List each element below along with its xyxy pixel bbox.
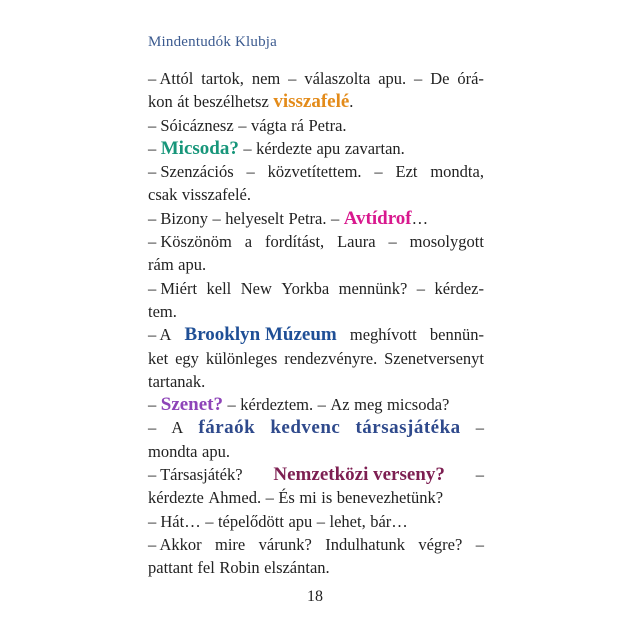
word: – <box>265 488 274 508</box>
word: apu <box>316 138 341 158</box>
word: benevezhetünk? <box>336 488 444 508</box>
word: apu. <box>202 441 230 461</box>
word: rá <box>291 115 304 135</box>
word: – <box>475 534 484 554</box>
word: – <box>288 69 297 88</box>
word: mire <box>215 534 246 554</box>
word: kon <box>148 92 173 112</box>
running-header: Mindentudók Klubja <box>148 34 278 50</box>
word: – Sóicáznesz <box>148 115 234 135</box>
word: – <box>246 162 255 182</box>
word: – Akkor <box>148 534 202 554</box>
word: – <box>205 511 214 531</box>
text-line <box>148 556 484 579</box>
word: Szenetversenyt <box>384 348 484 368</box>
word: – <box>148 395 157 415</box>
highlighted-phrase: kedvenc <box>270 417 341 439</box>
highlighted-phrase: Avtídrof <box>343 207 412 229</box>
word: – Társasjáték? <box>148 465 243 485</box>
word: Petra. <box>308 115 347 135</box>
word: kérdeztem. <box>240 395 314 415</box>
text-line <box>148 370 484 393</box>
word: apu. <box>378 69 407 88</box>
word: tartok, <box>201 69 244 88</box>
word: – <box>316 511 326 531</box>
word: meg <box>354 395 383 415</box>
page-number: 18 <box>307 588 323 605</box>
word: kell <box>206 278 232 298</box>
word: bennün- <box>429 325 484 345</box>
highlighted-phrase: Szenet? <box>160 394 224 416</box>
word: – <box>475 465 484 485</box>
word: tem. <box>148 301 177 321</box>
word: rám <box>148 255 174 275</box>
word: egy <box>175 348 199 368</box>
word: De <box>430 69 450 88</box>
word: kérdezte <box>148 488 204 508</box>
word: mi <box>299 488 317 508</box>
word: Ahmed. <box>208 488 262 508</box>
word: kérdez- <box>434 278 484 298</box>
word: meghívott <box>349 325 417 345</box>
word: – <box>330 208 340 228</box>
text-line <box>148 207 484 230</box>
word: elszántan. <box>264 558 330 578</box>
word: kérdezte <box>256 138 312 158</box>
word: különleges <box>205 348 278 368</box>
text-line <box>148 533 484 556</box>
text-line <box>148 486 484 509</box>
word: – <box>243 138 252 158</box>
word: válaszolta <box>304 69 371 88</box>
word: végre? <box>418 534 463 554</box>
word: New <box>240 278 272 298</box>
word: vágta <box>250 115 287 135</box>
word: – <box>475 418 484 438</box>
word: – <box>238 115 247 135</box>
text-line <box>148 300 484 323</box>
text-line <box>148 323 484 346</box>
highlighted-phrase: társasjátéka <box>355 417 461 439</box>
word: mondta, <box>430 162 484 182</box>
text-line <box>148 440 484 463</box>
word: A <box>171 418 184 438</box>
word: . <box>349 92 354 112</box>
word: – <box>148 138 157 158</box>
text-line <box>148 183 484 206</box>
text-line <box>148 160 484 183</box>
word: a <box>244 232 253 252</box>
word: nem <box>251 69 281 88</box>
word: mosolygott <box>409 232 484 252</box>
text-line <box>148 347 484 370</box>
word: tépelődött <box>217 511 284 531</box>
text-line <box>148 137 484 160</box>
word: – <box>414 69 423 88</box>
word: fel <box>197 558 215 578</box>
word: És <box>278 488 295 508</box>
word: apu. <box>178 255 207 275</box>
word: pattant <box>148 558 193 578</box>
word: helyeselt <box>225 208 284 228</box>
word: – Miért <box>148 278 198 298</box>
word: zavartan. <box>344 138 405 158</box>
word: át <box>177 92 190 112</box>
word: Indulhatunk <box>325 534 405 554</box>
text-line <box>148 67 484 90</box>
highlighted-phrase: Brooklyn Múzeum <box>184 324 337 346</box>
word: – <box>212 208 221 228</box>
word: – Köszönöm <box>148 232 232 252</box>
text-line <box>148 393 484 416</box>
highlighted-phrase: fáraók <box>198 417 256 439</box>
word: órá- <box>457 69 484 88</box>
word: apu <box>288 511 313 531</box>
word: Ezt <box>395 162 418 182</box>
word: is <box>321 488 333 508</box>
highlighted-phrase: Nemzetközi verseny? <box>273 464 445 486</box>
word: tartanak. <box>148 371 206 391</box>
word: – Szenzációs <box>148 162 234 182</box>
word: – <box>374 162 383 182</box>
word: lehet, <box>329 511 366 531</box>
text-line <box>148 510 484 533</box>
highlighted-phrase: Micsoda? <box>160 137 239 159</box>
word: micsoda? <box>387 395 450 415</box>
word: mondta <box>148 441 198 461</box>
word: – A <box>148 325 172 345</box>
word: közvetítettem. <box>267 162 362 182</box>
word: – <box>227 395 236 415</box>
word: mennünk? <box>338 278 408 298</box>
word: – Hát… <box>148 511 201 531</box>
word: bár… <box>370 511 408 531</box>
word: csak <box>148 185 178 205</box>
text-line <box>148 114 484 137</box>
word: Az <box>330 395 350 415</box>
word: – <box>416 278 426 298</box>
highlighted-phrase: visszafelé <box>273 91 350 113</box>
text-line <box>148 90 484 113</box>
word: ket <box>148 348 169 368</box>
text-line <box>148 253 484 276</box>
text-line <box>148 463 484 486</box>
word: – <box>148 418 157 438</box>
word: Petra. <box>288 208 327 228</box>
word: – Attól <box>148 69 194 88</box>
word: várunk? <box>258 534 312 554</box>
text-line <box>148 277 484 300</box>
word: – <box>388 232 397 252</box>
word: – <box>317 395 326 415</box>
word: Laura <box>337 232 376 252</box>
word: Yorkba <box>281 278 330 298</box>
word: rendezvényre. <box>284 348 378 368</box>
text-line <box>148 230 484 253</box>
word: fordítást, <box>265 232 325 252</box>
word: visszafelé. <box>181 185 252 205</box>
word: … <box>411 208 429 228</box>
text-line <box>148 416 484 439</box>
word: beszélhetsz <box>193 92 269 112</box>
word: – Bizony <box>148 208 209 228</box>
word: Robin <box>219 558 260 578</box>
body-text <box>148 67 484 580</box>
